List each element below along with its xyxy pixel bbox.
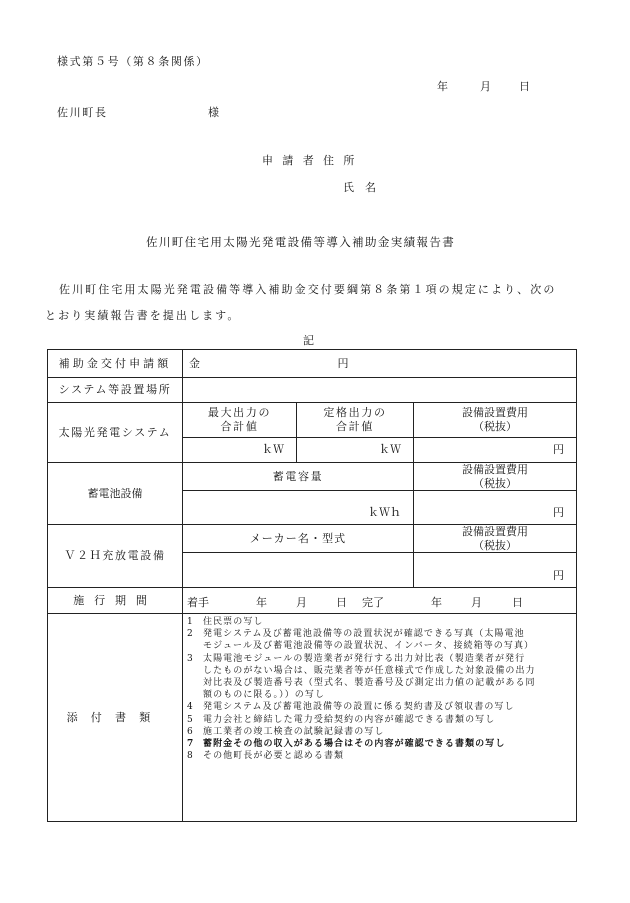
attachment-item-text: 蓄附金その他の収入がある場合はその内容が確認できる書類の写し: [203, 739, 506, 750]
attachment-item-text: 発電システム及び蓄電池設備等の設置に係る契約書及び領収書の写し: [203, 702, 515, 713]
attachment-item-text: 電力会社と締結した電力受給契約の内容が確認できる書類の写し: [203, 714, 496, 725]
solar-rated-output-header: [297, 403, 413, 437]
attachment-item-line: [187, 750, 575, 762]
v2h-maker-header: メーカー名・型式: [249, 531, 347, 545]
body-line-1: 佐川町住宅用太陽光発電設備等導入補助金交付要綱第８条第１項の規定により、次の: [59, 283, 557, 296]
attachment-item-line: [187, 628, 575, 640]
attachments-label: 添付書類: [66, 710, 164, 724]
battery-capacity-unit-text: ｋＷｈ: [368, 506, 401, 520]
installation-location-label: システム等設置場所: [58, 383, 172, 397]
attachment-item-number: 3: [187, 653, 193, 664]
attachment-item-text: その他町長が必要と認める書類: [203, 751, 345, 762]
period-label: 施行期間: [73, 593, 157, 607]
form-number: 様式第５号（第８条関係）: [57, 55, 209, 68]
report-table: [47, 349, 577, 822]
ki-mark: 記: [303, 334, 314, 347]
period-start-label: 着手: [187, 596, 209, 609]
v2h-cost-yen[interactable]: [414, 553, 570, 587]
solar-system-label: 太陽光発電システム: [58, 425, 172, 439]
period-end-day[interactable]: 日: [512, 596, 523, 609]
attachment-item-number: 1: [187, 617, 193, 627]
attachment-item-number: 8: [187, 751, 193, 762]
attachment-item-number: [187, 665, 203, 677]
v2h-maker-value[interactable]: [183, 553, 413, 587]
solar-cost-line1: 設備設置費用: [462, 406, 528, 420]
applicant-address-label: 申請者住所: [262, 154, 364, 167]
period-end-year[interactable]: 年: [431, 596, 442, 609]
installation-location-value[interactable]: [183, 378, 576, 402]
date-month: 月: [480, 80, 491, 93]
grant-amount-label: 補助金交付申請額: [58, 356, 172, 370]
solar-rated-output-unit[interactable]: ｋＷ: [379, 443, 401, 457]
v2h-cost-header: [414, 525, 576, 552]
attachment-item-text: モジュール及び蓄電池設備等の設置状況、インバータ、接続箱等の写真）: [203, 641, 535, 652]
solar-max-output-unit[interactable]: ｋＷ: [262, 443, 284, 457]
attachment-item-number: 7: [187, 739, 194, 750]
battery-cost-line1: 設備設置費用: [462, 462, 528, 476]
applicant-name-label: 氏名: [343, 181, 387, 194]
battery-cost-header: [414, 463, 576, 490]
period-end-label: 完了: [362, 596, 384, 609]
attachment-item-line: [187, 616, 575, 628]
addressee-honorific: 様: [208, 106, 219, 119]
body-line-2: とおり実績報告書を提出します。: [45, 309, 241, 322]
battery-label: 蓄電池設備: [87, 486, 143, 500]
attachment-item-text: したものがない場合は、販売業者等が任意様式で作成した対象設備の出力: [203, 665, 536, 676]
addressee-name: 佐川町長: [57, 106, 108, 119]
attachment-item-number: [187, 640, 203, 652]
battery-cost-line2: （税抜）: [473, 476, 517, 490]
attachment-item-text: 額のものに限る。））の写し: [203, 690, 326, 701]
attachment-item-line: [187, 738, 575, 750]
solar-cost-header: [414, 403, 576, 437]
battery-cost-yen[interactable]: [414, 491, 570, 524]
battery-cost-yen-text: 円: [553, 506, 564, 520]
attachment-item-number: 5: [187, 714, 193, 725]
attachment-item-line: [187, 714, 575, 726]
solar-max-output-line2: 合計値: [220, 420, 259, 433]
attachments-list: [187, 616, 575, 762]
attachment-item-number: 4: [187, 702, 193, 713]
attachment-item-line: [187, 640, 575, 652]
attachment-item-text: 発電システム及び蓄電池設備等の設置状況が確認できる写真（太陽電池: [203, 629, 525, 640]
attachment-item-text: 住民票の写し: [203, 617, 264, 627]
attachment-item-line: [187, 677, 575, 689]
attachment-item-number: [187, 677, 203, 689]
period-start-day[interactable]: 日: [336, 596, 347, 609]
attachment-item-line: [187, 665, 575, 677]
v2h-cost-line1: 設備設置費用: [462, 524, 528, 538]
solar-rated-output-line2: 合計値: [336, 420, 374, 433]
attachment-item-line: [187, 701, 575, 713]
period-start-year[interactable]: 年: [256, 596, 267, 609]
v2h-cost-yen-text: 円: [553, 569, 564, 583]
attachment-item-line: [187, 653, 575, 665]
grant-yen: 円: [337, 356, 349, 370]
attachment-item-number: 6: [187, 726, 193, 737]
solar-cost-line2: （税抜）: [473, 420, 517, 433]
attachment-item-line: [187, 726, 575, 738]
attachment-item-line: [187, 689, 575, 701]
v2h-label: Ｖ２Ｈ充放電設備: [64, 549, 166, 563]
battery-capacity-unit[interactable]: [183, 491, 407, 524]
date-day: 日: [519, 80, 530, 93]
date-year: 年: [437, 80, 448, 93]
attachment-item-text: 対比表及び製造番号表（型式名、製造番号及び測定出力値の記載がある同: [203, 678, 536, 689]
battery-capacity-header: 蓄電容量: [272, 469, 324, 483]
grant-prefix: 金: [189, 356, 200, 370]
attachment-item-number: 2: [187, 629, 193, 640]
attachment-item-text: 太陽電池モジュールの製造業者が発行する出力対比表（製造業者が発行: [203, 653, 526, 664]
attachment-item-text: 施工業者の竣工検査の試験記録書の写し: [203, 726, 385, 737]
solar-rated-output-line1: 定格出力の: [323, 406, 387, 420]
period-end-month[interactable]: 月: [471, 596, 482, 609]
period-start-month[interactable]: 月: [296, 596, 307, 609]
document-title: 佐川町住宅用太陽光発電設備等導入補助金実績報告書: [146, 235, 456, 249]
solar-max-output-line1: 最大出力の: [207, 406, 272, 420]
attachment-item-number: [187, 689, 203, 701]
solar-cost-yen[interactable]: 円: [553, 443, 564, 457]
v2h-cost-line2: （税抜）: [473, 538, 517, 552]
solar-max-output-header: [183, 403, 296, 437]
